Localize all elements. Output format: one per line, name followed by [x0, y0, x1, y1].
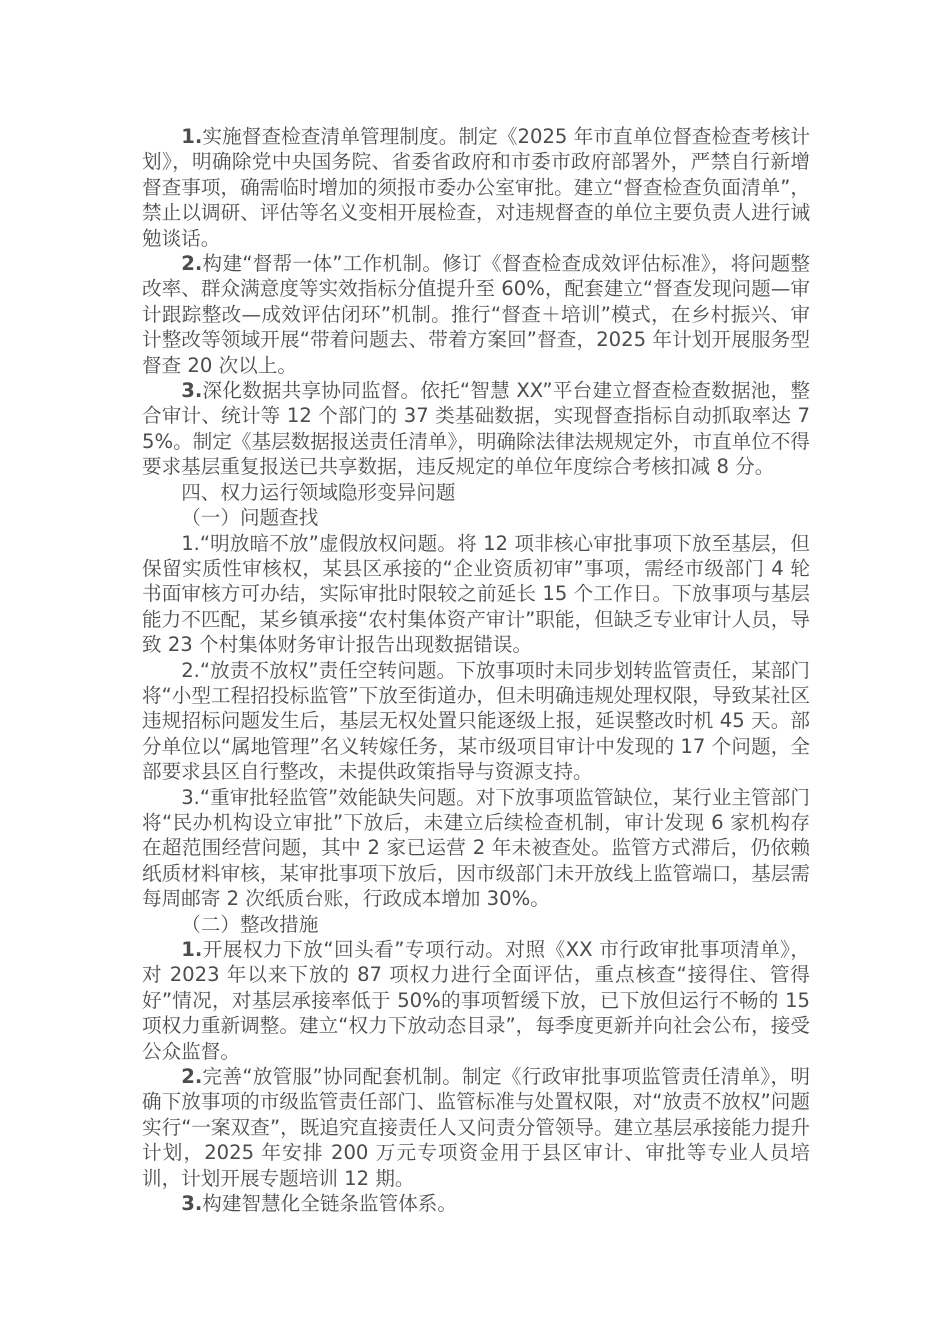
paragraph-text: 构建智慧化全链条监管体系。 — [202, 1192, 457, 1216]
paragraph-supervision-checklist — [142, 124, 810, 251]
paragraph-measure-lookback-action — [142, 937, 810, 1064]
paragraph-problem-fake-delegation — [142, 531, 810, 658]
paragraph-text: 深化数据共享协同监督。依托“智慧 XX”平台建立督查检查数据池，整合审计、统计等 12 个部门的 37 类基础数据，实现督查指标自动抓取率达 75%。制定《基层数据报送责任清单》，明确除法律法规规定外，市直单位不得要求基层重复报送已共享数据，违反规定的单位年度综合考核扣减 8 分。 — [142, 379, 810, 479]
paragraph-text: 3.“重审批轻监管”效能缺失问题。对下放事项监管缺位，某行业主管部门将“民办机构设立审批”下放后，未建立后续检查机制，审计发现 6 家机构存在超范围经营问题，其中 2 家已运营 2 年未被查处。监管方式滞后，仍依赖纸质材料审核，某审批事项下放后，因市级部门未开放线上监管端口，基层需每周邮寄 2 次纸质台账，行政成本增加 30%。 — [142, 785, 810, 911]
subsection-heading-problem-finding — [142, 505, 810, 530]
paragraph-data-sharing — [142, 378, 810, 480]
subsection-heading-rectification-measures — [142, 912, 810, 937]
paragraph-text: 实施督查检查清单管理制度。制定《2025 年市直单位督查检查考核计划》，明确除党中央国务院、省委省政府和市委市政府部署外，严禁自行新增督查事项，确需临时增加的须报市委办公室审批。建立“督查检查负面清单”，禁止以调研、评估等名义变相开展检查，对违规督查的单位主要负责人进行诫勉谈话。 — [142, 125, 810, 250]
paragraph-problem-responsibility-idle — [142, 658, 810, 785]
item-number: 2. — [181, 252, 203, 276]
paragraph-measure-smart-supervision — [142, 1191, 810, 1216]
heading-text: （二）整改措施 — [181, 912, 319, 936]
section-heading-power-operation — [142, 480, 810, 505]
item-number: 3. — [181, 379, 203, 403]
paragraph-text: 完善“放管服”协同配套机制。制定《行政审批事项监管责任清单》，明确下放事项的市级监管责任部门、监管标准与处置权限，对“放责不放权”问题实行“一案双查”，既追究直接责任人又问责分管领导。建立基层承接能力提升计划，2025 年安排 200 万元专项资金用于县区审计、审批等专业人员培训，计划开展专题培训 12 期。 — [142, 1065, 810, 1190]
heading-text: 四、权力运行领域隐形变异问题 — [181, 480, 456, 504]
item-number: 1. — [181, 125, 203, 148]
heading-text: （一）问题查找 — [181, 506, 319, 530]
item-number: 3. — [181, 1192, 203, 1216]
paragraph-problem-weak-supervision — [142, 785, 810, 912]
paragraph-text: 开展权力下放“回头看”专项行动。对照《XX 市行政审批事项清单》，对 2023 年以来下放的 87 项权力进行全面评估，重点核查“接得住、管得好”情况，对基层承接率低于 50%的事项暂缓下放，已下放但运行不畅的 15 项权力重新调整。建立“权力下放动态目录”，每季度更新并向社会公布，接受公众监督。 — [142, 938, 810, 1063]
item-number: 1. — [181, 938, 203, 961]
paragraph-text: 2.“放责不放权”责任空转问题。下放事项时未同步划转监管责任，某部门将“小型工程招投标监管”下放至街道办，但未明确违规处理权限，导致某社区违规招标问题发生后，基层无权处置只能逐级上报，延误整改时机 45 天。部分单位以“属地管理”名义转嫁任务，某市级项目审计中发现的 17 个问题，全部要求县区自行整改，未提供政策指导与资源支持。 — [142, 658, 810, 784]
paragraph-supervise-help-mechanism — [142, 251, 810, 378]
item-number: 2. — [181, 1065, 203, 1089]
paragraph-text: 构建“督帮一体”工作机制。修订《督查检查成效评估标准》，将问题整改率、群众满意度等实效指标分值提升至 60%，配套建立“督查发现问题—审计跟踪整改—成效评估闭环”机制。推行“督查＋培训”模式，在乡村振兴、审计整改等领域开展“带着问题去、带着方案回”督查，2025 年计划开展服务型督查 20 次以上。 — [142, 252, 810, 377]
paragraph-text: 1.“明放暗不放”虚假放权问题。将 12 项非核心审批事项下放至基层，但保留实质性审核权，某县区承接的“企业资质初审”事项，需经市级部门 4 轮书面审核方可办结，实际审批时限较之前延长 15 个工作日。下放事项与基层能力不匹配，某乡镇承接“农村集体资产审计”职能，但缺乏专业审计人员，导致 23 个村集体财务审计报告出现数据错误。 — [142, 531, 810, 657]
paragraph-measure-fangguanfu-mechanism — [142, 1064, 810, 1191]
